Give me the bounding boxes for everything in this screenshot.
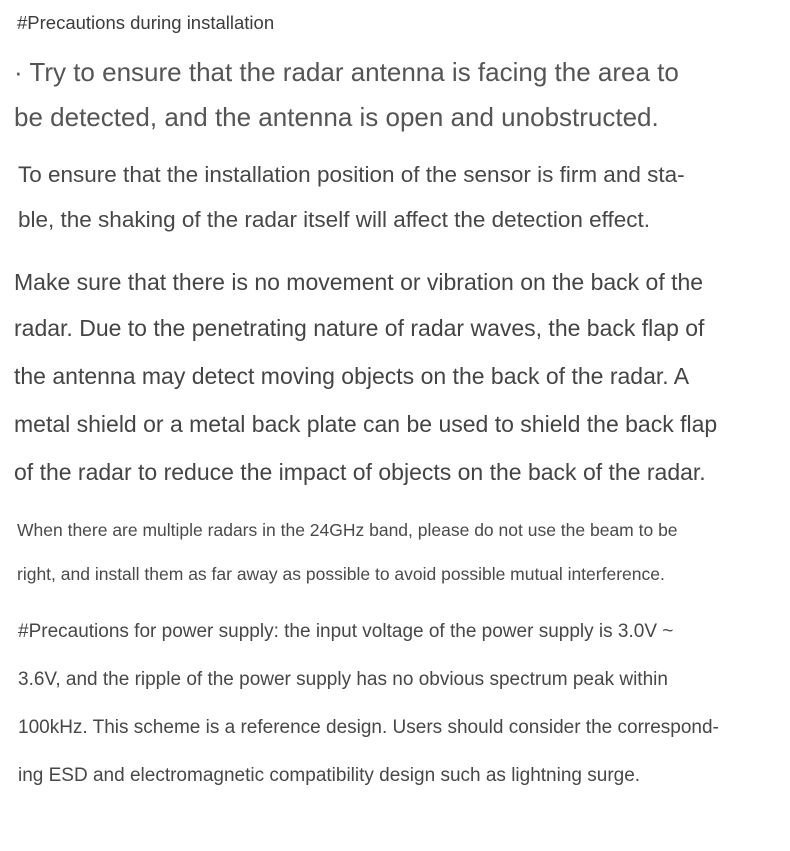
paragraph-firm-position-line-2: ble, the shaking of the radar itself will affect the detection effect. xyxy=(18,207,651,232)
paragraph-antenna-facing-line-1: · Try to ensure that the radar antenna is facing the area to xyxy=(14,57,679,87)
paragraph-back-vibration-line-5: of the radar to reduce the impact of objects on the back of the radar. xyxy=(14,459,706,485)
paragraph-back-vibration-line-3: the antenna may detect moving objects on the back of the radar. A xyxy=(14,363,690,389)
paragraph-power-supply-line-3: 100kHz. This scheme is a reference design. Users should consider the correspond- xyxy=(18,717,719,738)
paragraph-antenna-facing-line-2: be detected, and the antenna is open and unobstructed. xyxy=(14,102,659,132)
paragraph-back-vibration-line-4: metal shield or a metal back plate can be used to shield the back flap xyxy=(14,411,718,437)
paragraph-back-vibration-line-1: Make sure that there is no movement or vibration on the back of the xyxy=(14,269,704,295)
paragraph-multiple-radars-line-1: When there are multiple radars in the 24GHz band, please do not use the beam to be xyxy=(17,520,678,540)
paragraph-power-supply-line-4: ing ESD and electromagnetic compatibility design such as lightning surge. xyxy=(18,765,641,786)
paragraph-multiple-radars-line-2: right, and install them as far away as possible to avoid possible mutual interference. xyxy=(17,564,665,584)
paragraph-firm-position-line-1: To ensure that the installation position of the sensor is firm and sta- xyxy=(18,162,685,187)
paragraph-power-supply-line-2: 3.6V, and the ripple of the power supply has no obvious spectrum peak within xyxy=(18,669,668,690)
section-heading-installation: #Precautions during installation xyxy=(17,12,275,33)
paragraph-back-vibration-line-2: radar. Due to the penetrating nature of radar waves, the back flap of xyxy=(14,315,705,341)
paragraph-power-supply-line-1: #Precautions for power supply: the input voltage of the power supply is 3.0V ~ xyxy=(18,621,674,642)
